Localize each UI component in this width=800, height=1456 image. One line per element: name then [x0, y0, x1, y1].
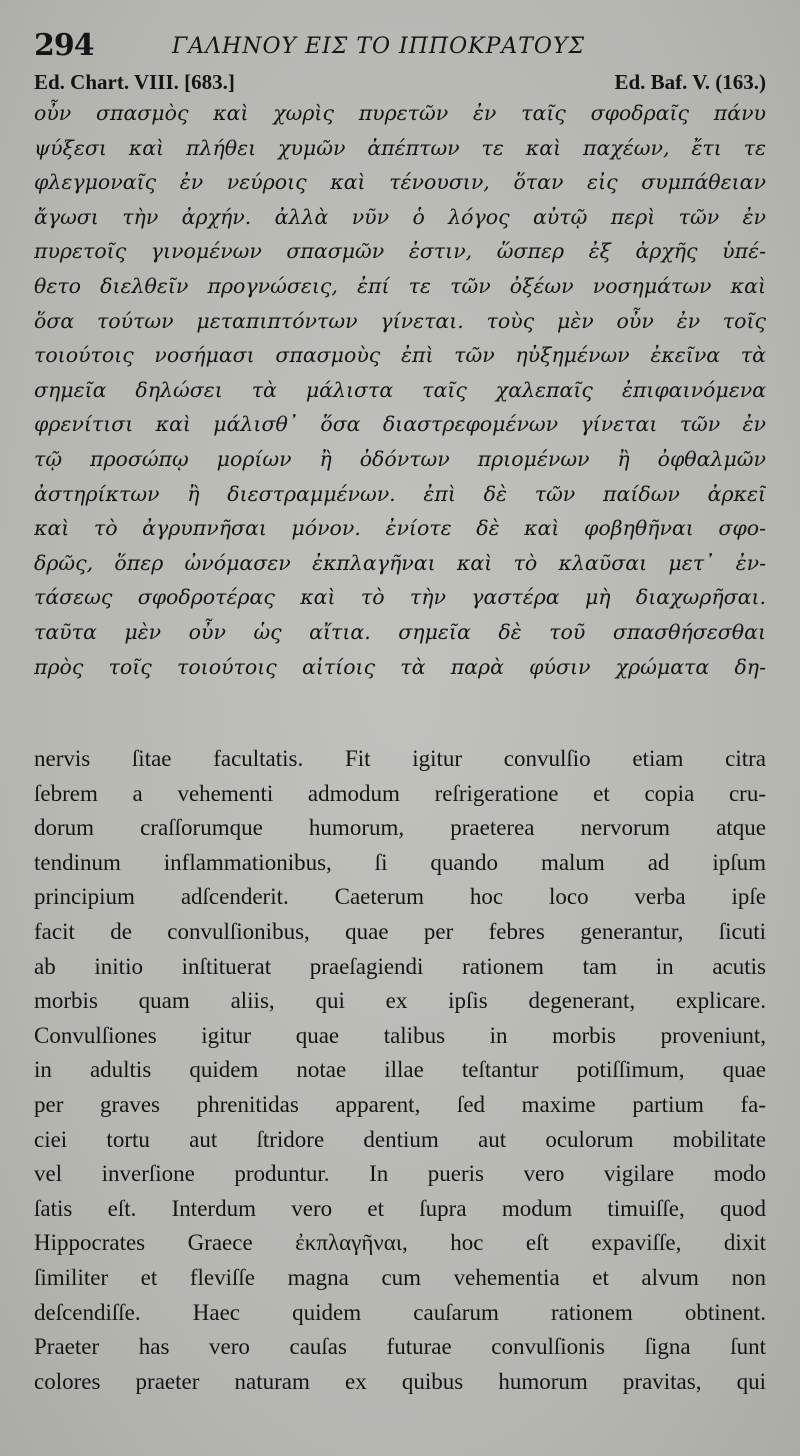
- edition-chartier-reference: Ed. Chart. VIII. [683.]: [34, 70, 235, 94]
- latin-text-line: Convulſiones igitur quae talibus in morbis proveniunt,: [34, 1022, 766, 1048]
- running-title: ΓΑΛΗΝΟΥ ΕΙΣ ΤΟ ΙΠΠΟΚΡΑΤΟΥΣ: [172, 34, 586, 59]
- latin-text-line: ſebrem a vehementi admodum reſrigeratione et copia cru-: [34, 780, 766, 806]
- greek-text-line: ἀστηρίκτων ἢ διεστραμμένων. ἐπὶ δὲ τῶν παίδων ἀρκεῖ: [34, 481, 766, 506]
- greek-text-line: σημεῖα δηλώσει τὰ μάλιστα ταῖς χαλεπαῖς ἐπιφαινόμενα: [34, 377, 766, 402]
- latin-text-line: ſatis eſt. Interdum vero et ſupra modum timuiſſe, quod: [34, 1195, 766, 1221]
- greek-text-block: [34, 96, 766, 684]
- greek-text-line: τάσεως σφοδροτέρας καὶ τὸ τὴν γαστέρα μὴ διαχωρῆσαι.: [34, 585, 766, 610]
- latin-text-line: Praeter has vero cauſas futurae convulſionis ſigna ſunt: [34, 1334, 766, 1360]
- page-header: [34, 28, 768, 68]
- latin-text-line: per graves phrenitidas apparent, ſed maxime partium fa-: [34, 1091, 766, 1117]
- latin-text-line: morbis quam aliis, qui ex ipſis degenerant, explicare.: [34, 988, 766, 1014]
- latin-text-line: dorum craſſorumque humorum, praeterea nervorum atque: [34, 815, 766, 841]
- latin-text-line: ciei tortu aut ſtridore dentium aut oculorum mobilitate: [34, 1126, 766, 1152]
- latin-text-line: Hippocrates Graece ἐκπλαγῆναι, hoc eſt expaviſſe, dixit: [34, 1230, 766, 1256]
- greek-text-line: θετο διελθεῖν προγνώσεις, ἐπί τε τῶν ὀξέων νοσημάτων καὶ: [34, 273, 766, 298]
- latin-text-line: in adultis quidem notae illae teſtantur potiſſimum, quae: [34, 1057, 766, 1083]
- latin-text-line: deſcendiſſe. Haec quidem cauſarum rationem obtinent.: [34, 1299, 766, 1325]
- latin-text-line: ab initio inſtituerat praeſagiendi rationem tam in acutis: [34, 953, 766, 979]
- greek-text-line: πρὸς τοῖς τοιούτοις αἰτίοις τὰ παρὰ φύσιν χρώματα δη-: [34, 654, 766, 679]
- latin-text-line: nervis ſitae facultatis. Fit igitur convulſio etiam citra: [34, 746, 766, 771]
- greek-text-line: οὖν σπασμὸς καὶ χωρὶς πυρετῶν ἐν ταῖς σφοδραῖς πάνυ: [34, 101, 766, 125]
- latin-text-block: [34, 742, 766, 1399]
- latin-text-line: tendinum inflammationibus, ſi quando malum ad ipſum: [34, 849, 766, 875]
- latin-text-line: principium adſcenderit. Caeterum hoc loco verba ipſe: [34, 884, 766, 910]
- greek-text-line: τοιούτοις νοσήμασι σπασμοὺς ἐπὶ τῶν ηὐξημένων ἐκεῖνα τὰ: [34, 343, 766, 368]
- greek-text-line: καὶ τὸ ἀγρυπνῆσαι μόνον. ἐνίοτε δὲ καὶ φοβηθῆναι σφο-: [34, 516, 766, 541]
- greek-text-line: φρενίτισι καὶ μάλισθ᾽ ὅσα διαστρεφομένων γίνεται τῶν ἐν: [34, 412, 766, 437]
- latin-text-line: facit de convulſionibus, quae per febres generantur, ſicuti: [34, 918, 766, 944]
- latin-text-line: colores praeter naturam ex quibus humorum pravitas, qui: [34, 1368, 766, 1394]
- latin-text-line: vel inverſione produntur. In pueris vero vigilare modo: [34, 1161, 766, 1187]
- greek-text-line: τῷ προσώπῳ μορίων ἢ ὀδόντων πριομένων ἢ ὀφθαλμῶν: [34, 446, 766, 471]
- greek-text-line: πυρετοῖς γινομένων σπασμῶν ἐστιν, ὥσπερ ἐξ ἀρχῆς ὑπέ-: [34, 239, 766, 264]
- greek-text-line: ταῦτα μὲν οὖν ὡς αἴτια. σημεῖα δὲ τοῦ σπασθήσεσθαι: [34, 619, 766, 644]
- greek-text-line: δρῶς, ὅπερ ὠνόμασεν ἐκπλαγῆναι καὶ τὸ κλαῦσαι μετ᾽ ἐν-: [34, 550, 766, 575]
- greek-text-line: ἄγωσι τὴν ἀρχήν. ἀλλὰ νῦν ὁ λόγος αὐτῷ περὶ τῶν ἐν: [34, 204, 766, 229]
- latin-text-line: ſimiliter et fleviſſe magna cum vehementia et alvum non: [34, 1264, 766, 1290]
- greek-text-line: ψύξεσι καὶ πλήθει χυμῶν ἀπέπτων τε καὶ παχέων, ἔτι τε: [34, 135, 766, 160]
- greek-text-line: φλεγμοναῖς ἐν νεύροις καὶ τένουσιν, ὅταν εἰς συμπάθειαν: [34, 170, 766, 195]
- edition-basel-reference: Ed. Baf. V. (163.): [614, 70, 766, 94]
- greek-text-line: ὅσα τούτων μεταπιπτόντων γίνεται. τοὺς μὲν οὖν ἐν τοῖς: [34, 308, 766, 333]
- page-number: 294: [34, 28, 94, 63]
